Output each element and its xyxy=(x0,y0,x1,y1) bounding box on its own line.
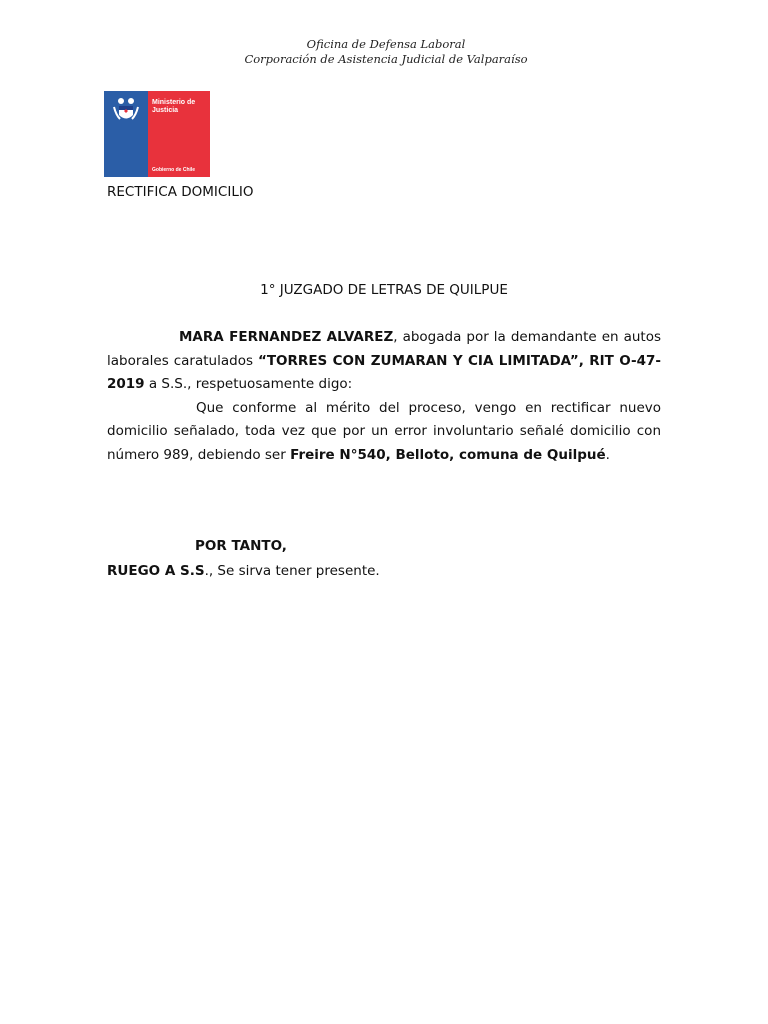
request-text-1: Que conforme al mérito del proceso, vengo en rectificar nuevo domicilio señalado, toda vez que por un error involuntario señalé domicilio con número 989, debiendo ser xyxy=(107,399,661,463)
logo-title xyxy=(152,99,195,115)
ruego-line xyxy=(107,563,661,579)
por-tanto: POR TANTO, xyxy=(195,538,287,554)
logo-blue-panel xyxy=(104,91,148,177)
document-body xyxy=(107,326,661,467)
document-header xyxy=(0,37,768,67)
intro-text-1: , abogada por la demandante en autos laborales caratulados xyxy=(107,329,661,369)
ministerio-justicia-logo xyxy=(104,91,210,177)
header-corporation: Corporación de Asistencia Judicial de Valparaíso xyxy=(244,52,528,66)
logo-title-line1: Ministerio de xyxy=(152,99,196,106)
ruego-rest: ., Se sirva tener presente. xyxy=(204,563,380,579)
ruego-bold: RUEGO A S.S xyxy=(107,563,205,579)
logo-red-panel xyxy=(148,91,210,177)
paragraph-request xyxy=(107,397,661,468)
court-name: 1° JUZGADO DE LETRAS DE QUILPUE xyxy=(260,282,508,298)
paragraph-intro xyxy=(107,326,661,397)
header-office: Oficina de Defensa Laboral xyxy=(306,37,466,51)
new-address: Freire N°540, Belloto, comuna de Quilpué xyxy=(290,446,606,463)
case-title: “TORRES CON ZUMARAN Y CIA LIMITADA”, RIT O-47-2019 xyxy=(107,352,661,392)
coat-of-arms-icon xyxy=(110,95,142,125)
request-text-2: . xyxy=(605,446,610,463)
document-subject: RECTIFICA DOMICILIO xyxy=(107,184,254,200)
logo-subtitle: Gobierno de Chile xyxy=(152,167,196,173)
intro-text-2: a S.S., respetuosamente digo: xyxy=(144,376,353,392)
lawyer-name: MARA FERNANDEZ ALVAREZ xyxy=(179,329,394,345)
logo-title-line2: Justicia xyxy=(152,107,179,114)
